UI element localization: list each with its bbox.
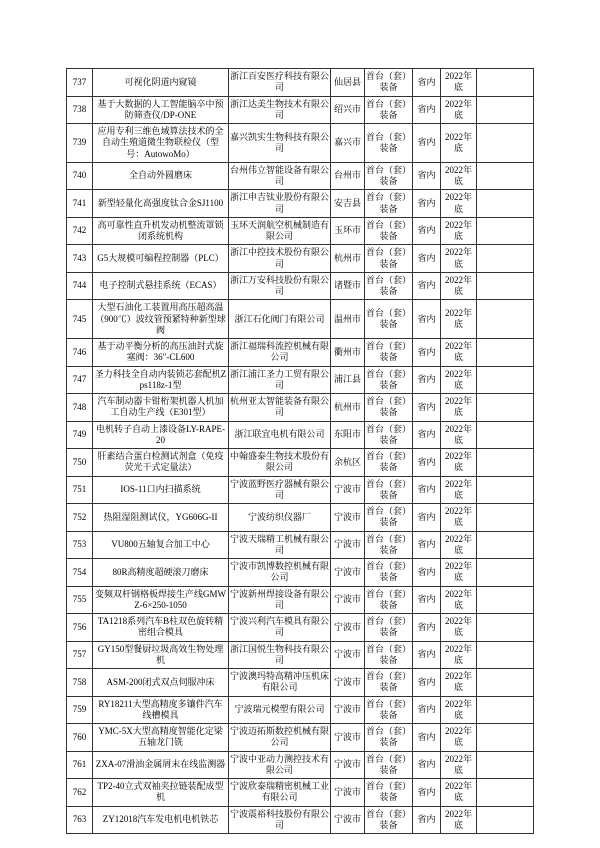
cell-city: 宁波市 xyxy=(331,806,365,834)
table-row xyxy=(67,124,534,163)
cell-no: 754 xyxy=(67,559,93,587)
cell-deadline: 2022年底 xyxy=(441,96,477,124)
cell-product: 电子控制式悬挂系统（ECAS） xyxy=(93,272,229,300)
cell-city: 宁波市 xyxy=(331,531,365,559)
cell-product: 汽车制动器卡钳桁架机器人机加工自动生产线（E301型） xyxy=(93,394,229,422)
cell-no: 758 xyxy=(67,669,93,697)
cell-note xyxy=(477,366,534,394)
cell-city: 诸暨市 xyxy=(331,272,365,300)
cell-note xyxy=(477,394,534,422)
cell-company: 浙江石化阀门有限公司 xyxy=(229,300,331,339)
cell-no: 745 xyxy=(67,300,93,339)
cell-product: 大型石油化工装置用高压超高温（900℃）波纹管预紧特种新型球阀 xyxy=(93,300,229,339)
cell-category: 首台（套）装备 xyxy=(365,162,413,190)
cell-note xyxy=(477,751,534,779)
cell-no: 759 xyxy=(67,696,93,724)
table-row xyxy=(67,504,534,532)
cell-no: 746 xyxy=(67,339,93,367)
table-row xyxy=(67,339,534,367)
cell-product: VU800五轴复合加工中心 xyxy=(93,531,229,559)
table-row xyxy=(67,806,534,834)
cell-category: 首台（套）装备 xyxy=(365,366,413,394)
cell-note xyxy=(477,531,534,559)
table-row xyxy=(67,531,534,559)
cell-deadline: 2022年底 xyxy=(441,421,477,449)
cell-company: 宁波瑞元模塑有限公司 xyxy=(229,696,331,724)
cell-category: 首台（套）装备 xyxy=(365,245,413,273)
table-row xyxy=(67,69,534,97)
cell-city: 宁波市 xyxy=(331,669,365,697)
cell-scope: 省内 xyxy=(413,217,441,245)
cell-product: 电机转子自动上漆设备LY-RAPE-20 xyxy=(93,421,229,449)
cell-company: 玉环天润航空机械制造有限公司 xyxy=(229,217,331,245)
cell-category: 首台（套）装备 xyxy=(365,806,413,834)
cell-category: 首台（套）装备 xyxy=(365,779,413,807)
cell-city: 宁波市 xyxy=(331,751,365,779)
cell-city: 宁波市 xyxy=(331,696,365,724)
table-row xyxy=(67,366,534,394)
cell-city: 宁波市 xyxy=(331,476,365,504)
cell-scope: 省内 xyxy=(413,531,441,559)
cell-note xyxy=(477,696,534,724)
cell-note xyxy=(477,806,534,834)
cell-company: 浙江福瑞科流控机械有限公司 xyxy=(229,339,331,367)
cell-note xyxy=(477,162,534,190)
cell-no: 755 xyxy=(67,586,93,614)
cell-scope: 省内 xyxy=(413,641,441,669)
cell-no: 739 xyxy=(67,124,93,163)
cell-company: 宁波欣泰瑞精密机械工业有限公司 xyxy=(229,779,331,807)
cell-scope: 省内 xyxy=(413,724,441,752)
cell-scope: 省内 xyxy=(413,669,441,697)
cell-company: 浙江达美生物技术有限公司 xyxy=(229,96,331,124)
cell-company: 宁波天瑞精工机械有限公司 xyxy=(229,531,331,559)
cell-city: 余杭区 xyxy=(331,449,365,477)
cell-no: 756 xyxy=(67,614,93,642)
cell-city: 温州市 xyxy=(331,300,365,339)
table-row xyxy=(67,162,534,190)
cell-no: 737 xyxy=(67,69,93,97)
cell-product: RY18211大型高精度多镶件汽车线槽模具 xyxy=(93,696,229,724)
cell-company: 宁波震裕科技股份有限公司 xyxy=(229,806,331,834)
cell-city: 台州市 xyxy=(331,162,365,190)
cell-city: 宁波市 xyxy=(331,559,365,587)
cell-scope: 省内 xyxy=(413,339,441,367)
cell-note xyxy=(477,724,534,752)
cell-deadline: 2022年底 xyxy=(441,245,477,273)
cell-company: 浙江万安科技股份有限公司 xyxy=(229,272,331,300)
cell-no: 750 xyxy=(67,449,93,477)
cell-deadline: 2022年底 xyxy=(441,559,477,587)
cell-company: 中翰盛泰生物技术股份有限公司 xyxy=(229,449,331,477)
cell-category: 首台（套）装备 xyxy=(365,449,413,477)
cell-product: 高可靠性直升机发动机整流罩锁闭系统机构 xyxy=(93,217,229,245)
cell-no: 744 xyxy=(67,272,93,300)
cell-city: 宁波市 xyxy=(331,586,365,614)
cell-product: G5大规模可编程控制器（PLC） xyxy=(93,245,229,273)
cell-deadline: 2022年底 xyxy=(441,190,477,218)
cell-no: 757 xyxy=(67,641,93,669)
cell-company: 宁波兴利汽车模具有限公司 xyxy=(229,614,331,642)
cell-note xyxy=(477,96,534,124)
cell-product: 全自动外圆磨床 xyxy=(93,162,229,190)
cell-note xyxy=(477,449,534,477)
cell-note xyxy=(477,300,534,339)
table-row xyxy=(67,190,534,218)
cell-scope: 省内 xyxy=(413,806,441,834)
cell-note xyxy=(477,272,534,300)
cell-deadline: 2022年底 xyxy=(441,339,477,367)
cell-deadline: 2022年底 xyxy=(441,366,477,394)
cell-product: 可视化阴道内窥镜 xyxy=(93,69,229,97)
cell-company: 浙江百安医疗科技有限公司 xyxy=(229,69,331,97)
cell-product: TP2-40立式双袖夹拉链装配成型机 xyxy=(93,779,229,807)
cell-category: 首台（套）装备 xyxy=(365,531,413,559)
cell-no: 742 xyxy=(67,217,93,245)
cell-note xyxy=(477,421,534,449)
cell-company: 宁波市凯博数控机械有限公司 xyxy=(229,559,331,587)
cell-note xyxy=(477,245,534,273)
cell-category: 首台（套）装备 xyxy=(365,69,413,97)
cell-scope: 省内 xyxy=(413,394,441,422)
cell-category: 首台（套）装备 xyxy=(365,217,413,245)
cell-category: 首台（套）装备 xyxy=(365,586,413,614)
cell-deadline: 2022年底 xyxy=(441,394,477,422)
cell-company: 嘉兴凯实生物科技有限公司 xyxy=(229,124,331,163)
cell-note xyxy=(477,641,534,669)
cell-no: 740 xyxy=(67,162,93,190)
cell-no: 763 xyxy=(67,806,93,834)
cell-no: 752 xyxy=(67,504,93,532)
cell-deadline: 2022年底 xyxy=(441,162,477,190)
cell-city: 宁波市 xyxy=(331,641,365,669)
cell-city: 衢州市 xyxy=(331,339,365,367)
cell-product: 应用专利三维色域算法技术的全自动生殖道微生物联检仪（型号：AutowoMo） xyxy=(93,124,229,163)
cell-city: 宁波市 xyxy=(331,614,365,642)
cell-company: 宁波迈拓斯数控机械有限公司 xyxy=(229,724,331,752)
cell-note xyxy=(477,476,534,504)
cell-scope: 省内 xyxy=(413,272,441,300)
cell-category: 首台（套）装备 xyxy=(365,476,413,504)
table-row xyxy=(67,96,534,124)
cell-note xyxy=(477,217,534,245)
table-row xyxy=(67,217,534,245)
cell-scope: 省内 xyxy=(413,559,441,587)
table-row xyxy=(67,272,534,300)
cell-product: 变频双杆钢格板焊接生产线GMWZ-6×250-1050 xyxy=(93,586,229,614)
cell-category: 首台（套）装备 xyxy=(365,669,413,697)
cell-no: 753 xyxy=(67,531,93,559)
table-row xyxy=(67,669,534,697)
cell-no: 761 xyxy=(67,751,93,779)
cell-scope: 省内 xyxy=(413,696,441,724)
cell-product: IOS-11口内扫描系统 xyxy=(93,476,229,504)
cell-category: 首台（套）装备 xyxy=(365,641,413,669)
cell-deadline: 2022年底 xyxy=(441,124,477,163)
cell-city: 宁波市 xyxy=(331,779,365,807)
table-row xyxy=(67,614,534,642)
cell-city: 绍兴市 xyxy=(331,96,365,124)
cell-deadline: 2022年底 xyxy=(441,531,477,559)
cell-city: 嘉兴市 xyxy=(331,124,365,163)
cell-no: 762 xyxy=(67,779,93,807)
table-row xyxy=(67,394,534,422)
cell-scope: 省内 xyxy=(413,96,441,124)
cell-category: 首台（套）装备 xyxy=(365,614,413,642)
cell-no: 751 xyxy=(67,476,93,504)
cell-no: 747 xyxy=(67,366,93,394)
table-row xyxy=(67,300,534,339)
cell-product: 肝素结合蛋白检测试剂盒（免疫荧光干式定量法） xyxy=(93,449,229,477)
cell-scope: 省内 xyxy=(413,751,441,779)
cell-no: 748 xyxy=(67,394,93,422)
table-row xyxy=(67,751,534,779)
cell-deadline: 2022年底 xyxy=(441,696,477,724)
equipment-table-body xyxy=(67,69,534,834)
cell-city: 仙居县 xyxy=(331,69,365,97)
cell-deadline: 2022年底 xyxy=(441,217,477,245)
cell-note xyxy=(477,339,534,367)
cell-deadline: 2022年底 xyxy=(441,69,477,97)
cell-deadline: 2022年底 xyxy=(441,806,477,834)
table-row xyxy=(67,586,534,614)
cell-company: 浙江联宜电机有限公司 xyxy=(229,421,331,449)
cell-note xyxy=(477,504,534,532)
cell-category: 首台（套）装备 xyxy=(365,751,413,779)
table-row xyxy=(67,724,534,752)
cell-scope: 省内 xyxy=(413,476,441,504)
table-row xyxy=(67,245,534,273)
cell-scope: 省内 xyxy=(413,366,441,394)
cell-note xyxy=(477,669,534,697)
cell-company: 宁波中亚动力测控技术有限公司 xyxy=(229,751,331,779)
cell-deadline: 2022年底 xyxy=(441,272,477,300)
cell-note xyxy=(477,559,534,587)
table-row xyxy=(67,559,534,587)
cell-category: 首台（套）装备 xyxy=(365,394,413,422)
table-row xyxy=(67,421,534,449)
cell-deadline: 2022年底 xyxy=(441,586,477,614)
cell-category: 首台（套）装备 xyxy=(365,724,413,752)
cell-city: 杭州市 xyxy=(331,245,365,273)
cell-deadline: 2022年底 xyxy=(441,779,477,807)
cell-city: 玉环市 xyxy=(331,217,365,245)
cell-scope: 省内 xyxy=(413,245,441,273)
cell-deadline: 2022年底 xyxy=(441,449,477,477)
cell-product: 基于动平衡分析的高压油封式旋塞阀：36″-CL600 xyxy=(93,339,229,367)
cell-scope: 省内 xyxy=(413,614,441,642)
cell-note xyxy=(477,779,534,807)
cell-no: 749 xyxy=(67,421,93,449)
table-row xyxy=(67,449,534,477)
cell-scope: 省内 xyxy=(413,190,441,218)
cell-category: 首台（套）装备 xyxy=(365,421,413,449)
cell-scope: 省内 xyxy=(413,449,441,477)
cell-company: 杭州亚太智能装备有限公司 xyxy=(229,394,331,422)
cell-category: 首台（套）装备 xyxy=(365,124,413,163)
cell-scope: 省内 xyxy=(413,124,441,163)
cell-deadline: 2022年底 xyxy=(441,724,477,752)
cell-deadline: 2022年底 xyxy=(441,504,477,532)
cell-company: 浙江浦江圣力工贸有限公司 xyxy=(229,366,331,394)
cell-note xyxy=(477,124,534,163)
cell-product: 热阻湿阻测试仪，YG606G-II xyxy=(93,504,229,532)
cell-product: 新型轻量化高强度钛合金SJ1100 xyxy=(93,190,229,218)
cell-deadline: 2022年底 xyxy=(441,614,477,642)
cell-city: 浦江县 xyxy=(331,366,365,394)
cell-no: 738 xyxy=(67,96,93,124)
cell-company: 台州伟立智能设备有限公司 xyxy=(229,162,331,190)
cell-product: GY150型餐厨垃圾高效生物处理机 xyxy=(93,641,229,669)
cell-scope: 省内 xyxy=(413,69,441,97)
cell-category: 首台（套）装备 xyxy=(365,559,413,587)
cell-city: 杭州市 xyxy=(331,394,365,422)
cell-category: 首台（套）装备 xyxy=(365,696,413,724)
cell-company: 浙江国悦生物科技有限公司 xyxy=(229,641,331,669)
cell-scope: 省内 xyxy=(413,586,441,614)
cell-no: 760 xyxy=(67,724,93,752)
cell-deadline: 2022年底 xyxy=(441,641,477,669)
cell-category: 首台（套）装备 xyxy=(365,272,413,300)
table-row xyxy=(67,641,534,669)
cell-no: 743 xyxy=(67,245,93,273)
cell-deadline: 2022年底 xyxy=(441,669,477,697)
cell-company: 宁波纺织仪器厂 xyxy=(229,504,331,532)
cell-product: 80R高精度超硬滚刀磨床 xyxy=(93,559,229,587)
cell-category: 首台（套）装备 xyxy=(365,504,413,532)
equipment-table xyxy=(66,68,534,834)
cell-product: 圣力科技全自动内装锁芯套配机Zps118z-1型 xyxy=(93,366,229,394)
table-row xyxy=(67,476,534,504)
table-row xyxy=(67,696,534,724)
cell-category: 首台（套）装备 xyxy=(365,300,413,339)
cell-category: 首台（套）装备 xyxy=(365,339,413,367)
cell-scope: 省内 xyxy=(413,504,441,532)
cell-category: 首台（套）装备 xyxy=(365,190,413,218)
cell-note xyxy=(477,190,534,218)
cell-product: YMC-5X大型高精度智能化定梁五轴龙门铣 xyxy=(93,724,229,752)
cell-deadline: 2022年底 xyxy=(441,476,477,504)
cell-deadline: 2022年底 xyxy=(441,751,477,779)
cell-product: ZY12018汽车发电机电机铁芯 xyxy=(93,806,229,834)
cell-company: 宁波澳玛特高精冲压机床有限公司 xyxy=(229,669,331,697)
cell-note xyxy=(477,586,534,614)
cell-city: 宁波市 xyxy=(331,504,365,532)
cell-product: ZXA-07滑油金属屑末在线监测器 xyxy=(93,751,229,779)
cell-scope: 省内 xyxy=(413,300,441,339)
cell-note xyxy=(477,614,534,642)
cell-scope: 省内 xyxy=(413,779,441,807)
cell-company: 宁波新州焊接设备有限公司 xyxy=(229,586,331,614)
cell-city: 东阳市 xyxy=(331,421,365,449)
cell-product: TA1218系列汽车B柱双色旋转精密组合模具 xyxy=(93,614,229,642)
cell-category: 首台（套）装备 xyxy=(365,96,413,124)
cell-city: 宁波市 xyxy=(331,724,365,752)
cell-product: ASM-200闭式双点伺服冲床 xyxy=(93,669,229,697)
cell-company: 浙江中控技术股份有限公司 xyxy=(229,245,331,273)
cell-no: 741 xyxy=(67,190,93,218)
cell-deadline: 2022年底 xyxy=(441,300,477,339)
cell-city: 安吉县 xyxy=(331,190,365,218)
cell-company: 宁波蓝野医疗器械有限公司 xyxy=(229,476,331,504)
cell-product: 基于大数据的人工智能脑卒中预防筛查仪/DP-ONE xyxy=(93,96,229,124)
cell-note xyxy=(477,69,534,97)
cell-scope: 省内 xyxy=(413,421,441,449)
cell-scope: 省内 xyxy=(413,162,441,190)
cell-company: 浙江申吉钛业股份有限公司 xyxy=(229,190,331,218)
table-row xyxy=(67,779,534,807)
